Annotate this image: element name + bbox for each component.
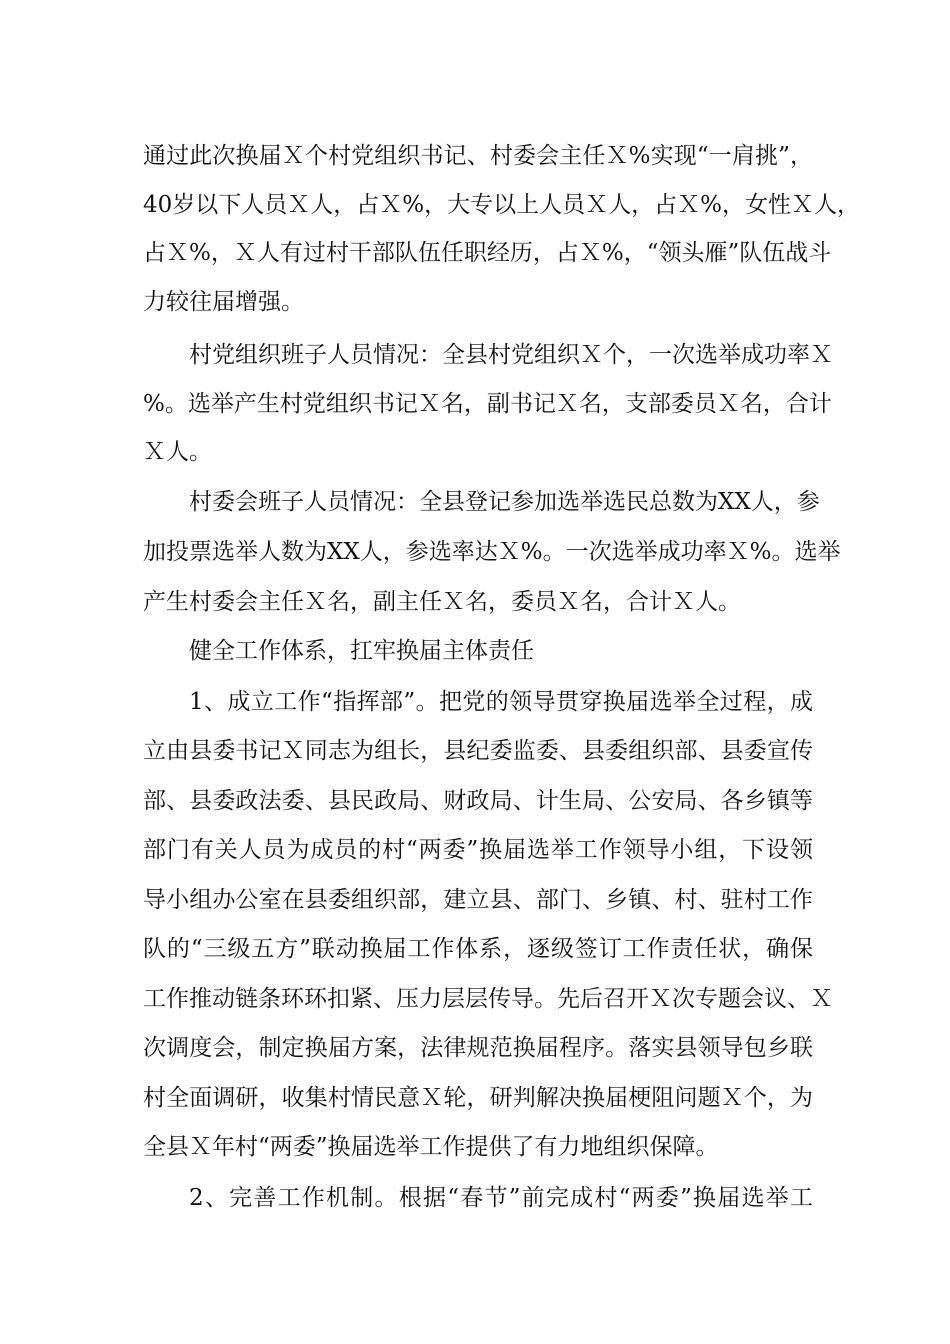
section-heading: 健全工作体系，扛牢换届主体责任 bbox=[189, 638, 534, 664]
text-line: 40岁以下人员Ｘ人，占Ｘ%，大专以上人员Ｘ人，占Ｘ%，女性Ｘ人， bbox=[143, 192, 860, 218]
text-line: 村全面调研，收集村情民意Ｘ轮，研判解决换届梗阻问题Ｘ个，为 bbox=[143, 1085, 813, 1111]
text-line: 工作推动链条环环扣紧、压力层层传导。先后召开Ｘ次专题会议、Ｘ bbox=[143, 986, 833, 1012]
text-line: 次调度会，制定换届方案，法律规范换届程序。落实县领导包乡联 bbox=[143, 1035, 813, 1061]
text-line: 部、县委政法委、县民政局、财政局、计生局、公安局、各乡镇等 bbox=[143, 788, 813, 814]
text-line: 村委会班子人员情况：全县登记参加选举选民总数为XX人，参 bbox=[189, 489, 820, 515]
text-line: 占Ｘ%，Ｘ人有过村干部队伍任职经历，占Ｘ%，“领头雁”队伍战斗 bbox=[143, 240, 832, 266]
text-line: 通过此次换届Ｘ个村党组织书记、村委会主任Ｘ%实现“一肩挑”， bbox=[143, 143, 813, 169]
text-line: 力较往届增强。 bbox=[143, 289, 304, 315]
text-line: 立由县委书记Ｘ同志为组长，县纪委监委、县委组织部、县委宣传 bbox=[143, 738, 813, 764]
text-line: 队的“三级五方”联动换届工作体系，逐级签订工作责任状，确保 bbox=[143, 936, 813, 962]
text-line: 部门有关人员为成员的村“两委”换届选举工作领导小组，下设领 bbox=[143, 837, 813, 863]
text-line: 产生村委会主任Ｘ名，副主任Ｘ名，委员Ｘ名，合计Ｘ人。 bbox=[143, 589, 741, 615]
text-line: 全县Ｘ年村“两委”换届选举工作提供了有力地组织保障。 bbox=[143, 1134, 719, 1160]
text-line: 村党组织班子人员情况：全县村党组织Ｘ个，一次选举成功率Ｘ bbox=[189, 342, 833, 368]
text-line: %。选举产生村党组织书记Ｘ名，副书记Ｘ名，支部委员Ｘ名，合计 bbox=[143, 391, 832, 417]
text-line: 加投票选举人数为XX人，参选率达Ｘ%。一次选举成功率Ｘ%。选举 bbox=[143, 539, 841, 565]
text-line: 导小组办公室在县委组织部，建立县、部门、乡镇、村、驻村工作 bbox=[143, 887, 813, 913]
text-line: Ｘ人。 bbox=[143, 439, 212, 465]
text-line: 2、完善工作机制。根据“春节”前完成村“两委”换届选举工 bbox=[189, 1185, 813, 1211]
text-line: 1、成立工作“指挥部”。把党的领导贯穿换届选举全过程，成 bbox=[189, 689, 813, 715]
